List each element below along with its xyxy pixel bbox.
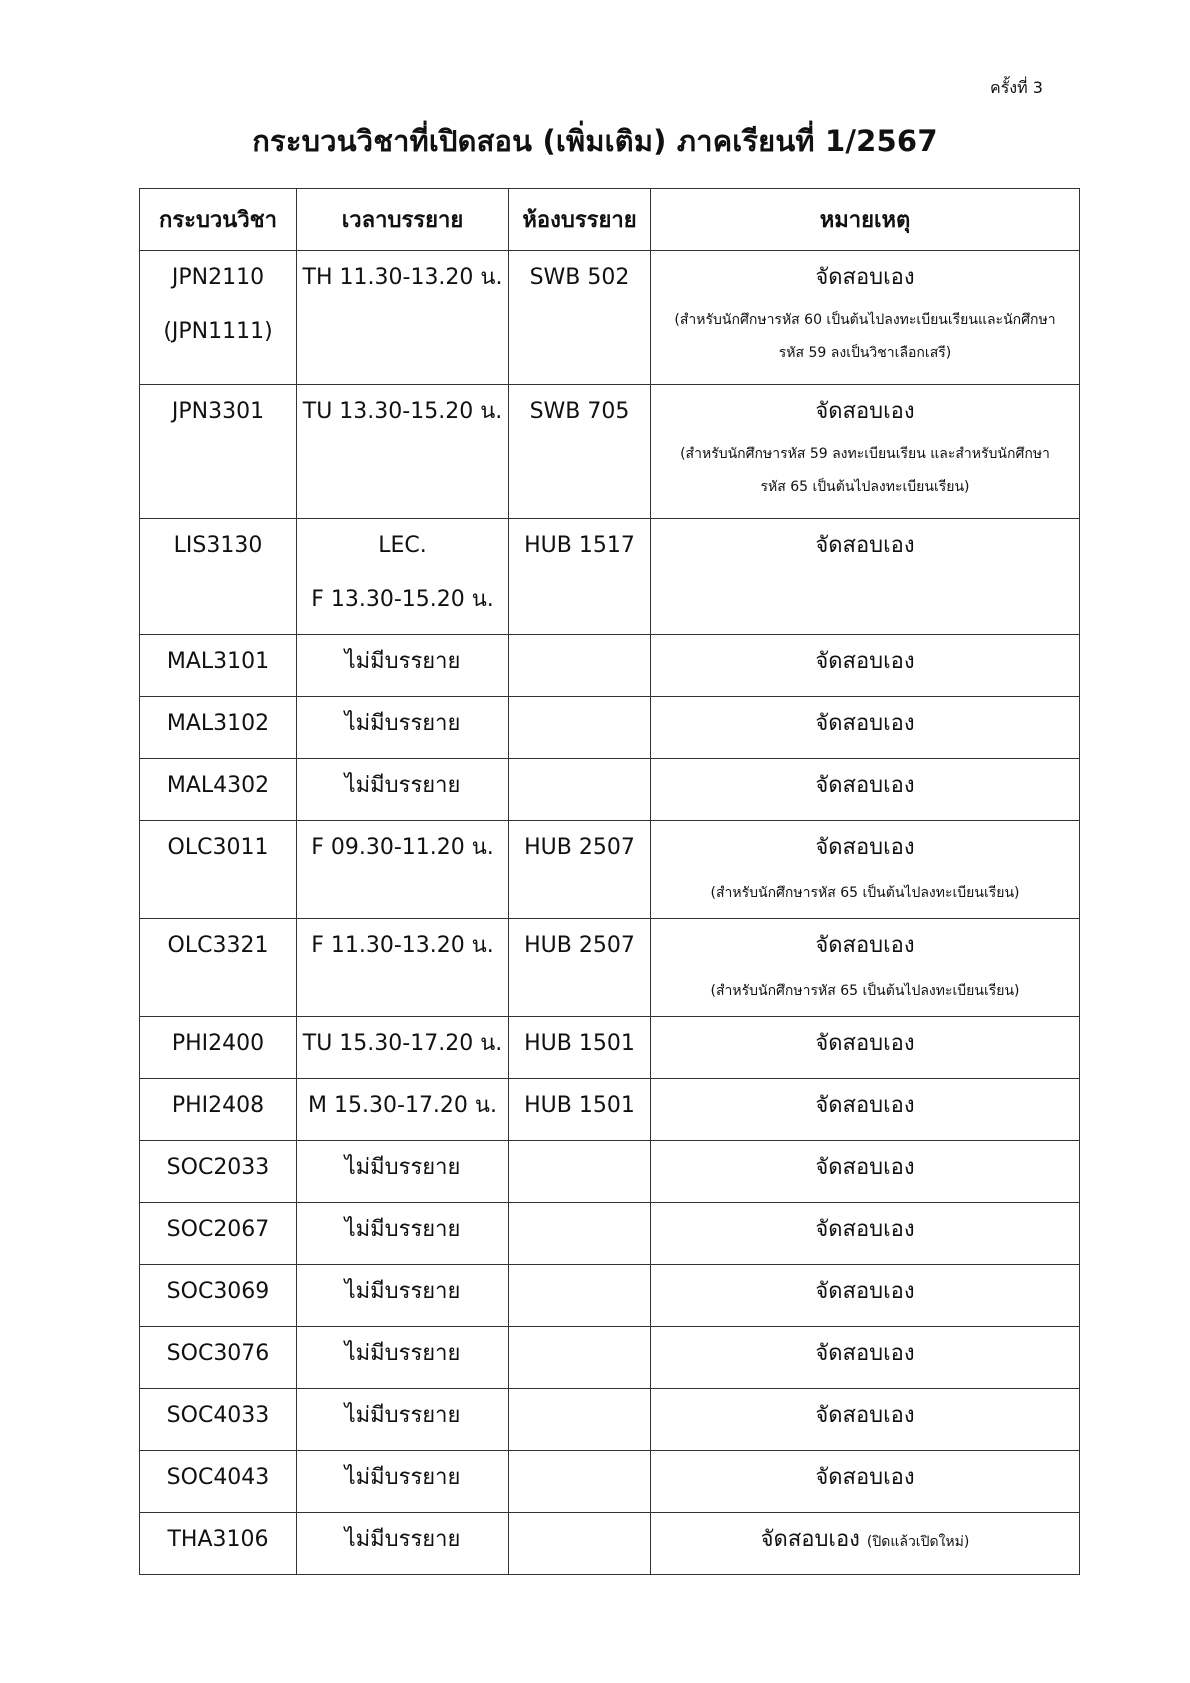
remark-cell: จัดสอบเอง (651, 1451, 1080, 1513)
time-cell: ไม่มีบรรยาย (297, 1451, 509, 1513)
room-cell (509, 385, 651, 519)
lecture-time: F 13.30-15.20 น. (311, 587, 494, 612)
lecture-room: HUB 2507 (524, 835, 635, 860)
table-row (140, 1513, 1080, 1575)
table-header-row (140, 189, 1080, 251)
remark-cell: จัดสอบเอง (651, 759, 1080, 821)
remark-note-line: (สำหรับนักศึกษารหัส 65 เป็นต้นไปลงทะเบียนเรียน) (710, 885, 1020, 901)
room-cell (509, 821, 651, 919)
remark-cell: จัดสอบเอง (651, 1327, 1080, 1389)
course-code: LIS3130 (173, 533, 263, 558)
course-cell (140, 821, 297, 919)
course-cell: SOC3069 (140, 1265, 297, 1327)
table-row (140, 635, 1080, 697)
course-code: OLC3321 (167, 933, 269, 958)
time-cell (297, 251, 509, 385)
table-row (140, 1327, 1080, 1389)
room-cell (509, 1451, 651, 1513)
remark-cell (651, 519, 1080, 635)
page-title: กระบวนวิชาที่เปิดสอน (เพิ่มเติม) ภาคเรียนที่ 1/2567 (252, 124, 938, 158)
room-cell (509, 1203, 651, 1265)
header-remark: หมายเหตุ (651, 189, 1080, 251)
course-cell: PHI2408 (140, 1079, 297, 1141)
lecture-time: TU 13.30-15.20 น. (302, 399, 503, 424)
course-cell: PHI2400 (140, 1017, 297, 1079)
course-cell: SOC4033 (140, 1389, 297, 1451)
lecture-type: LEC. (378, 533, 427, 558)
course-code: JPN3301 (171, 399, 265, 424)
room-cell (509, 919, 651, 1017)
room-cell (509, 635, 651, 697)
time-cell: ไม่มีบรรยาย (297, 1389, 509, 1451)
lecture-room: SWB 705 (529, 399, 630, 424)
table-row (140, 1141, 1080, 1203)
course-cell (140, 251, 297, 385)
time-cell: ไม่มีบรรยาย (297, 1513, 509, 1575)
course-code: OLC3011 (167, 835, 269, 860)
room-cell (509, 1327, 651, 1389)
remark-cell (651, 1513, 1080, 1575)
remark-text: จัดสอบเอง (815, 835, 915, 860)
remark-cell (651, 385, 1080, 519)
time-cell (297, 519, 509, 635)
table-row (140, 1079, 1080, 1141)
remark-cell: จัดสอบเอง (651, 1017, 1080, 1079)
course-code: JPN2110 (171, 265, 265, 290)
time-cell: ไม่มีบรรยาย (297, 1141, 509, 1203)
course-cell: MAL4302 (140, 759, 297, 821)
remark-cell: จัดสอบเอง (651, 1389, 1080, 1451)
course-schedule-table (139, 188, 1080, 1575)
lecture-time: F 09.30-11.20 น. (311, 835, 494, 860)
course-cell (140, 919, 297, 1017)
table-row (140, 1389, 1080, 1451)
lecture-room: HUB 2507 (524, 933, 635, 958)
course-cell: SOC3076 (140, 1327, 297, 1389)
remark-text: จัดสอบเอง (815, 933, 915, 958)
course-cell: MAL3102 (140, 697, 297, 759)
time-cell (297, 385, 509, 519)
table-row (140, 759, 1080, 821)
room-cell (509, 759, 651, 821)
remark-note-line: (สำหรับนักศึกษารหัส 59 ลงทะเบียนเรียน และสำหรับนักศึกษา (680, 446, 1050, 462)
remark-cell (651, 919, 1080, 1017)
room-cell (509, 519, 651, 635)
time-cell: ไม่มีบรรยาย (297, 1265, 509, 1327)
remark-text: จัดสอบเอง (760, 1527, 860, 1552)
time-cell: ไม่มีบรรยาย (297, 759, 509, 821)
time-cell: ไม่มีบรรยาย (297, 1327, 509, 1389)
time-cell: ไม่มีบรรยาย (297, 1203, 509, 1265)
time-cell (297, 919, 509, 1017)
course-cell: MAL3101 (140, 635, 297, 697)
course-cell: SOC2033 (140, 1141, 297, 1203)
table-row (140, 1203, 1080, 1265)
room-cell (509, 1141, 651, 1203)
course-cell: SOC4043 (140, 1451, 297, 1513)
table-row (140, 1451, 1080, 1513)
table-row (140, 519, 1080, 635)
table-row (140, 821, 1080, 919)
room-cell (509, 1265, 651, 1327)
time-cell: M 15.30-17.20 น. (297, 1079, 509, 1141)
remark-cell (651, 251, 1080, 385)
room-cell: HUB 1501 (509, 1017, 651, 1079)
table-row (140, 1265, 1080, 1327)
course-cell: SOC2067 (140, 1203, 297, 1265)
room-cell (509, 697, 651, 759)
remark-text: จัดสอบเอง (815, 265, 915, 290)
time-cell: TU 15.30-17.20 น. (297, 1017, 509, 1079)
course-cell (140, 519, 297, 635)
course-cell: THA3106 (140, 1513, 297, 1575)
remark-note-line: (สำหรับนักศึกษารหัส 60 เป็นต้นไปลงทะเบียนเรียนและนักศึกษา (674, 312, 1056, 328)
table-row (140, 251, 1080, 385)
remark-note-line: (สำหรับนักศึกษารหัส 65 เป็นต้นไปลงทะเบียนเรียน) (710, 983, 1020, 999)
course-cell (140, 385, 297, 519)
remark-cell: จัดสอบเอง (651, 1203, 1080, 1265)
time-cell (297, 821, 509, 919)
table-row (140, 697, 1080, 759)
remark-cell: จัดสอบเอง (651, 635, 1080, 697)
room-cell: HUB 1501 (509, 1079, 651, 1141)
remark-text: จัดสอบเอง (815, 533, 915, 558)
header-course: กระบวนวิชา (140, 189, 297, 251)
lecture-room: HUB 1517 (524, 533, 635, 558)
remark-note-line: รหัส 59 ลงเป็นวิชาเลือกเสรี) (778, 345, 952, 361)
header-time: เวลาบรรยาย (297, 189, 509, 251)
time-cell: ไม่มีบรรยาย (297, 697, 509, 759)
page-number: ครั้งที่ 3 (990, 78, 1043, 97)
table-row (140, 1017, 1080, 1079)
room-cell (509, 1513, 651, 1575)
remark-cell: จัดสอบเอง (651, 697, 1080, 759)
lecture-time: TH 11.30-13.20 น. (302, 265, 503, 290)
header-room: ห้องบรรยาย (509, 189, 651, 251)
remark-cell (651, 821, 1080, 919)
room-cell (509, 1389, 651, 1451)
remark-cell: จัดสอบเอง (651, 1265, 1080, 1327)
lecture-room: SWB 502 (529, 265, 630, 290)
table-row (140, 919, 1080, 1017)
room-cell (509, 251, 651, 385)
remark-cell: จัดสอบเอง (651, 1141, 1080, 1203)
lecture-time: F 11.30-13.20 น. (311, 933, 494, 958)
remark-inline-note: (ปิดแล้วเปิดใหม่) (866, 1534, 970, 1550)
time-cell: ไม่มีบรรยาย (297, 635, 509, 697)
remark-cell: จัดสอบเอง (651, 1079, 1080, 1141)
remark-note-line: รหัส 65 เป็นต้นไปลงทะเบียนเรียน) (760, 479, 970, 495)
table-row (140, 385, 1080, 519)
remark-text: จัดสอบเอง (815, 399, 915, 424)
course-code-alt: (JPN1111) (163, 319, 273, 344)
